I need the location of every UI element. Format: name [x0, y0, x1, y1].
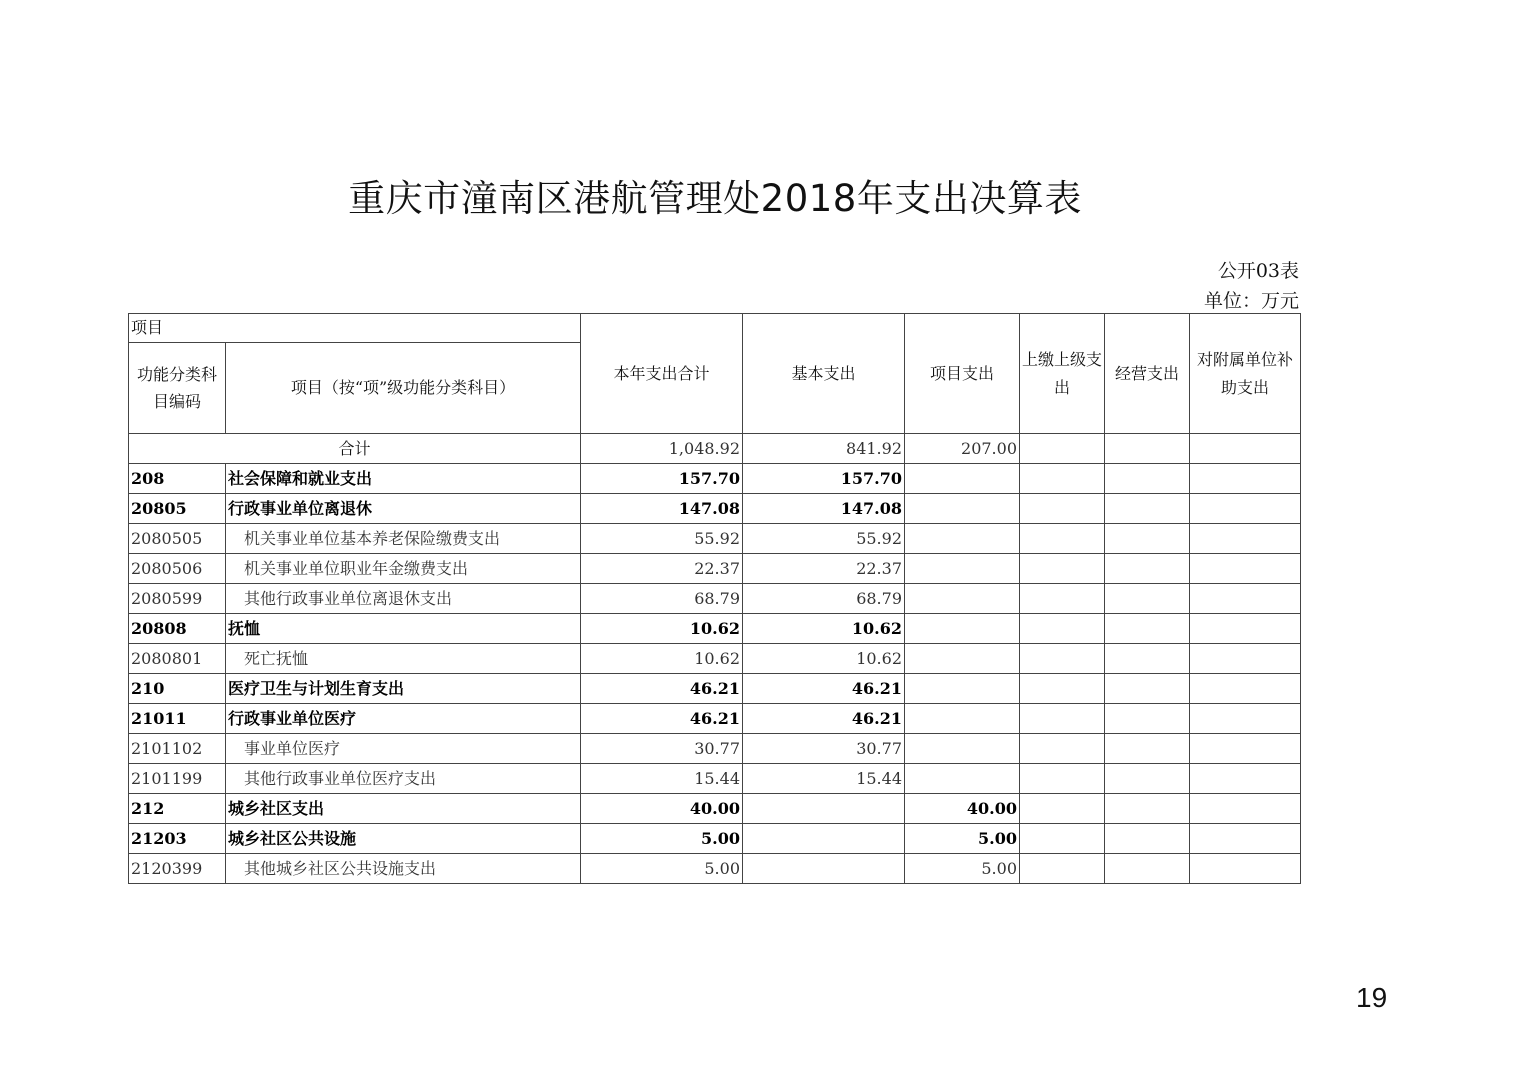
header-basic: 基本支出	[743, 314, 905, 434]
row-operating	[1105, 584, 1190, 614]
row-basic: 46.21	[743, 704, 905, 734]
row-code: 208	[129, 464, 226, 494]
row-upper	[1020, 764, 1105, 794]
table-row	[129, 644, 1301, 674]
row-subsidy	[1190, 674, 1301, 704]
row-name: 其他行政事业单位医疗支出	[226, 764, 581, 794]
row-total: 147.08	[581, 494, 743, 524]
row-subsidy	[1190, 764, 1301, 794]
row-total: 5.00	[581, 824, 743, 854]
page-number: 19	[1356, 982, 1388, 1013]
row-subsidy	[1190, 584, 1301, 614]
row-basic: 157.70	[743, 464, 905, 494]
row-project-expense	[905, 524, 1020, 554]
row-basic: 30.77	[743, 734, 905, 764]
row-project-expense	[905, 494, 1020, 524]
row-upper	[1020, 494, 1105, 524]
row-basic: 15.44	[743, 764, 905, 794]
row-subsidy	[1190, 644, 1301, 674]
row-total: 5.00	[581, 854, 743, 884]
total-basic: 841.92	[743, 434, 905, 464]
header-project: 项目	[129, 314, 581, 343]
header-name: 项目（按“项”级功能分类科目）	[226, 343, 581, 434]
row-code: 2080599	[129, 584, 226, 614]
row-basic: 10.62	[743, 614, 905, 644]
total-upper	[1020, 434, 1105, 464]
row-total: 157.70	[581, 464, 743, 494]
row-subsidy	[1190, 704, 1301, 734]
total-label: 合计	[129, 434, 581, 464]
row-subsidy	[1190, 794, 1301, 824]
table-row	[129, 734, 1301, 764]
row-operating	[1105, 674, 1190, 704]
row-project-expense	[905, 704, 1020, 734]
row-subsidy	[1190, 494, 1301, 524]
row-upper	[1020, 854, 1105, 884]
row-project-expense	[905, 644, 1020, 674]
total-row	[129, 434, 1301, 464]
row-name: 抚恤	[226, 614, 581, 644]
row-code: 20805	[129, 494, 226, 524]
row-total: 22.37	[581, 554, 743, 584]
row-code: 2101199	[129, 764, 226, 794]
row-basic	[743, 824, 905, 854]
row-code: 2080505	[129, 524, 226, 554]
row-operating	[1105, 464, 1190, 494]
row-name: 事业单位医疗	[226, 734, 581, 764]
row-subsidy	[1190, 614, 1301, 644]
row-project-expense	[905, 554, 1020, 584]
row-subsidy	[1190, 524, 1301, 554]
table-row	[129, 494, 1301, 524]
table-row	[129, 554, 1301, 584]
row-project-expense	[905, 734, 1020, 764]
row-upper	[1020, 704, 1105, 734]
row-code: 20808	[129, 614, 226, 644]
row-subsidy	[1190, 464, 1301, 494]
table-row	[129, 704, 1301, 734]
row-basic: 55.92	[743, 524, 905, 554]
row-name: 其他城乡社区公共设施支出	[226, 854, 581, 884]
row-basic: 46.21	[743, 674, 905, 704]
header-operating: 经营支出	[1105, 314, 1190, 434]
total-amount: 1,048.92	[581, 434, 743, 464]
header-subsidy: 对附属单位补助支出	[1190, 314, 1301, 434]
row-upper	[1020, 464, 1105, 494]
row-project-expense	[905, 764, 1020, 794]
row-upper	[1020, 584, 1105, 614]
total-subsidy	[1190, 434, 1301, 464]
row-upper	[1020, 644, 1105, 674]
header-row-1	[129, 314, 1301, 343]
row-operating	[1105, 734, 1190, 764]
row-name: 行政事业单位离退休	[226, 494, 581, 524]
row-code: 2080801	[129, 644, 226, 674]
row-name: 其他行政事业单位离退休支出	[226, 584, 581, 614]
row-basic	[743, 854, 905, 884]
row-total: 68.79	[581, 584, 743, 614]
row-total: 15.44	[581, 764, 743, 794]
table-row	[129, 764, 1301, 794]
row-basic: 22.37	[743, 554, 905, 584]
row-subsidy	[1190, 734, 1301, 764]
row-operating	[1105, 824, 1190, 854]
row-project-expense	[905, 614, 1020, 644]
row-project-expense	[905, 584, 1020, 614]
row-code: 2080506	[129, 554, 226, 584]
row-total: 46.21	[581, 674, 743, 704]
row-upper	[1020, 734, 1105, 764]
row-operating	[1105, 764, 1190, 794]
row-project-expense	[905, 674, 1020, 704]
row-basic: 10.62	[743, 644, 905, 674]
row-upper	[1020, 674, 1105, 704]
row-upper	[1020, 614, 1105, 644]
row-upper	[1020, 794, 1105, 824]
row-basic	[743, 794, 905, 824]
row-operating	[1105, 554, 1190, 584]
row-operating	[1105, 794, 1190, 824]
row-upper	[1020, 554, 1105, 584]
header-code: 功能分类科目编码	[129, 343, 226, 434]
row-code: 21011	[129, 704, 226, 734]
row-total: 10.62	[581, 644, 743, 674]
row-total: 46.21	[581, 704, 743, 734]
row-project-expense: 5.00	[905, 824, 1020, 854]
row-name: 社会保障和就业支出	[226, 464, 581, 494]
row-total: 10.62	[581, 614, 743, 644]
table-row	[129, 824, 1301, 854]
row-operating	[1105, 704, 1190, 734]
document-title: 重庆市潼南区港航管理处2018年支出决算表	[348, 177, 1082, 220]
total-operating	[1105, 434, 1190, 464]
row-project-expense: 40.00	[905, 794, 1020, 824]
row-name: 行政事业单位医疗	[226, 704, 581, 734]
header-total: 本年支出合计	[581, 314, 743, 434]
row-name: 城乡社区支出	[226, 794, 581, 824]
row-project-expense	[905, 464, 1020, 494]
row-operating	[1105, 494, 1190, 524]
row-name: 机关事业单位基本养老保险缴费支出	[226, 524, 581, 554]
row-code: 212	[129, 794, 226, 824]
row-basic: 68.79	[743, 584, 905, 614]
header-upper: 上缴上级支出	[1020, 314, 1105, 434]
row-subsidy	[1190, 554, 1301, 584]
table-row	[129, 524, 1301, 554]
total-project-expense: 207.00	[905, 434, 1020, 464]
row-name: 死亡抚恤	[226, 644, 581, 674]
row-operating	[1105, 854, 1190, 884]
row-code: 2101102	[129, 734, 226, 764]
row-subsidy	[1190, 854, 1301, 884]
expenditure-table	[128, 313, 1301, 884]
table-row	[129, 854, 1301, 884]
table-row	[129, 584, 1301, 614]
row-total: 55.92	[581, 524, 743, 554]
row-basic: 147.08	[743, 494, 905, 524]
table-row	[129, 464, 1301, 494]
table-row	[129, 794, 1301, 824]
row-code: 210	[129, 674, 226, 704]
row-operating	[1105, 524, 1190, 554]
table-row	[129, 614, 1301, 644]
row-name: 机关事业单位职业年金缴费支出	[226, 554, 581, 584]
row-operating	[1105, 644, 1190, 674]
row-upper	[1020, 524, 1105, 554]
table-row	[129, 674, 1301, 704]
row-subsidy	[1190, 824, 1301, 854]
row-upper	[1020, 824, 1105, 854]
row-project-expense: 5.00	[905, 854, 1020, 884]
row-total: 30.77	[581, 734, 743, 764]
row-total: 40.00	[581, 794, 743, 824]
row-operating	[1105, 614, 1190, 644]
row-code: 2120399	[129, 854, 226, 884]
header-project-expense: 项目支出	[905, 314, 1020, 434]
unit-label: 单位：万元	[1203, 290, 1299, 312]
row-name: 城乡社区公共设施	[226, 824, 581, 854]
row-code: 21203	[129, 824, 226, 854]
row-name: 医疗卫生与计划生育支出	[226, 674, 581, 704]
form-number: 公开03表	[1217, 260, 1299, 282]
